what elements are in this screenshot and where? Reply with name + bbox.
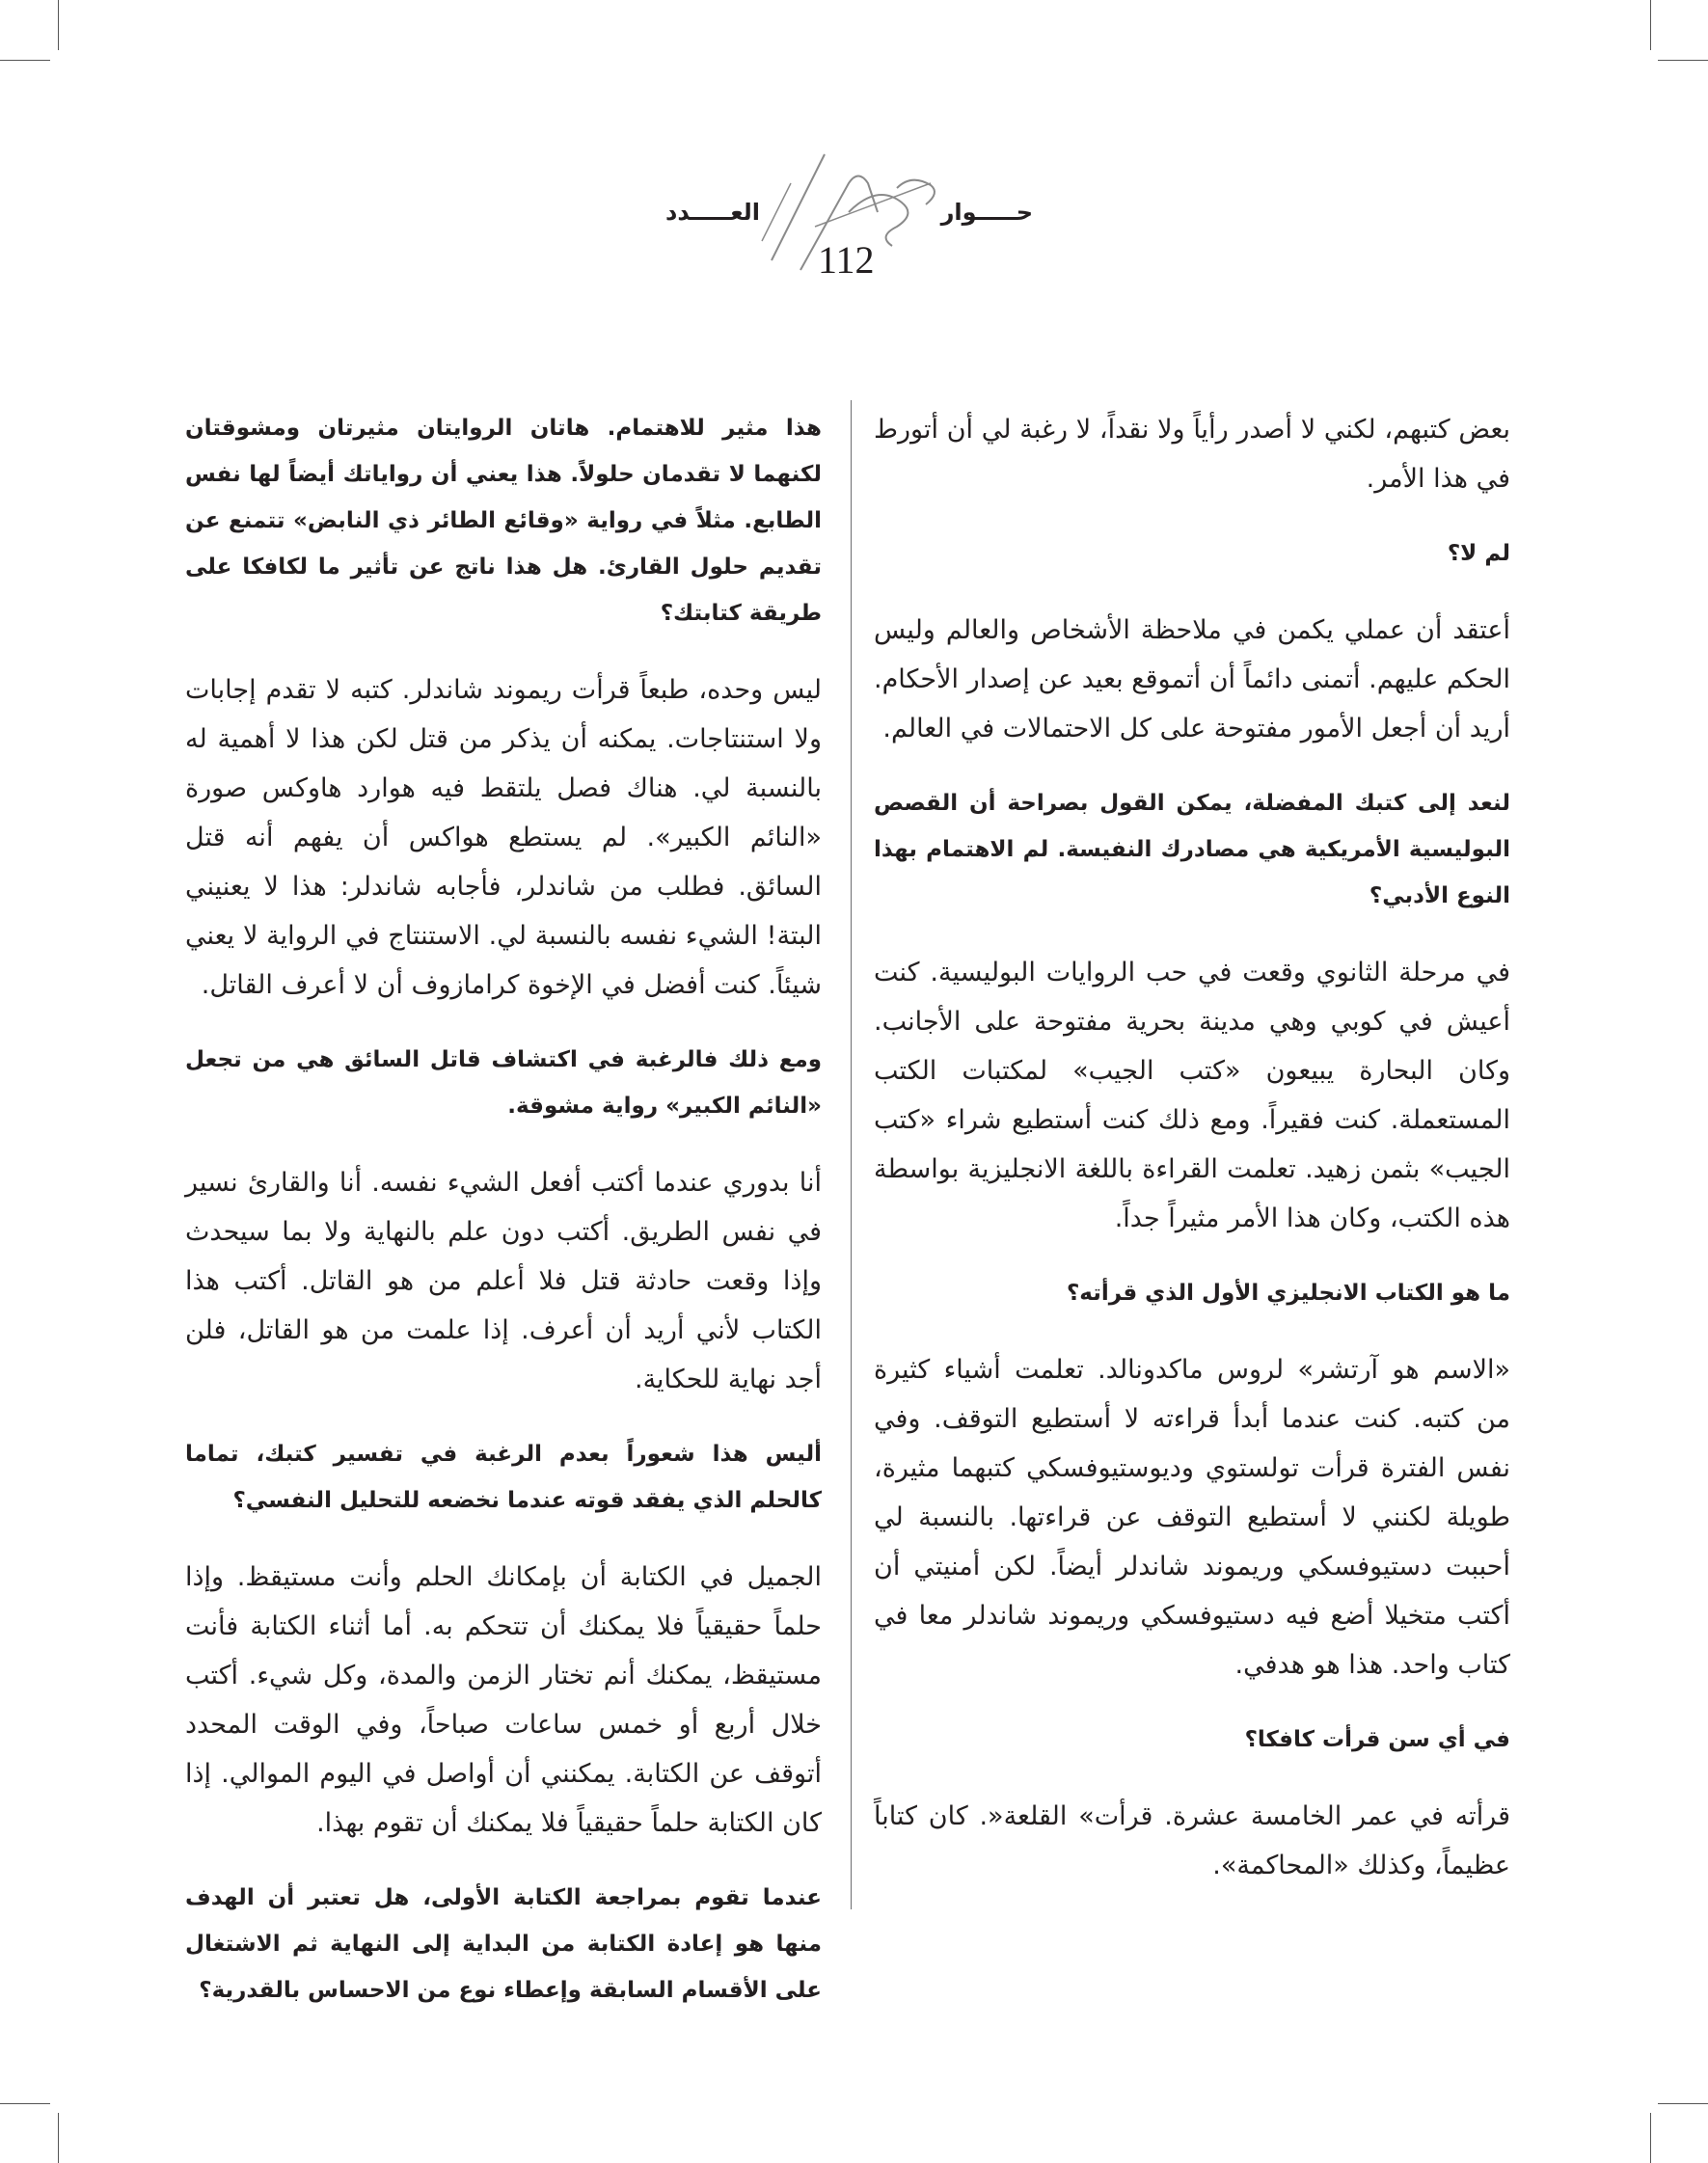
answer-paragraph: «الاسم هو آرتشر» لروس ماكدونالد. تعلمت أشياء كثيرة من كتبه. كنت عندما أبدأ قراءته لا أستطيع التوقف. وفي نفس الفترة قرأت تولستوي وديوستيوفسكي كتبهما مثيرة، طويلة لكنني لا أستطيع التوقف عن قراءتها. بالنسبة لي أحببت دستيوفسكي وريموند شاندلر أيضاً. لكن أمنيتي أن أكتب متخيلا أضع فيه دستيوفسكي وريموند شاندلر معا في كتاب واحد. هذا هو هدفي. xyxy=(874,1355,1510,1680)
crop-mark xyxy=(58,0,59,50)
question: هذا مثير للاهتمام. هاتان الروايتان مثيرتان ومشوقتان لكنهما لا تقدمان حلولاً. هذا يعني أن رواياتك أيضاً لها نفس الطابع. مثلاً في رواية «وقائع الطائر ذي النابض» تتمنع عن تقديم حلول القارئ. هل هذا ناتج عن تأثير ما لكافكا على طريقة كتابتك؟ xyxy=(185,416,822,626)
answer-paragraph: أعتقد أن عملي يكمن في ملاحظة الأشخاص والعالم وليس الحكم عليهم. أتمنى دائماً أن أتموقع بعيد عن إصدار الأحكام. أريد أن أجعل الأمور مفتوحة على كل الاحتمالات في العالم. xyxy=(874,615,1510,744)
crop-mark xyxy=(1658,60,1708,61)
answer-paragraph: في مرحلة الثانوي وقعت في حب الروايات البوليسية. كنت أعيش في كوبي وهي مدينة بحرية مفتوحة على الأجانب. وكان البحارة يبيعون «كتب الجيب» لمكتبات الكتب المستعملة. كنت فقيراً. ومع ذلك كنت أستطيع شراء «كتب الجيب» بثمن زهيد. تعلمت القراءة باللغة الانجليزية بواسطة هذه الكتب، وكان هذا الأمر مثيراً جداً. xyxy=(874,958,1510,1233)
answer-paragraph: الجميل في الكتابة أن بإمكانك الحلم وأنت مستيقظ. وإذا حلماً حقيقياً فلا يمكنك أن تتحكم به. أما أثناء الكتابة فأنت مستيقظ، يمكنك أنم تختار الزمن والمدة، وكل شيء. أكتب خلال أربع أو خمس ساعات صباحاً، وفي الوقت المحدد أتوقف عن الكتابة. يمكنني أن أواصل في اليوم الموالي. إذا كان الكتابة حلماً حقيقياً فلا يمكنك أن تقوم بهذا. xyxy=(185,1562,822,1838)
question: لنعد إلى كتبك المفضلة، يمكن القول بصراحة أن القصص البوليسية الأمريكية هي مصادرك النفيسة. لم الاهتمام بهذا النوع الأدبي؟ xyxy=(874,791,1510,908)
crop-mark xyxy=(0,60,50,61)
issue-label: العـــــدد xyxy=(665,199,760,226)
question: لم لا؟ xyxy=(1447,541,1510,566)
question: ما هو الكتاب الانجليزي الأول الذي قرأته؟ xyxy=(1066,1281,1510,1306)
answer-paragraph: ليس وحده، طبعاً قرأت ريموند شاندلر. كتبه لا تقدم إجابات ولا استنتاجات. يمكنه أن يذكر من قتل لكن هذا لا أهمية له بالنسبة لي. هناك فصل يلتقط فيه هوارد هاوكس صورة «النائم الكبير». لم يستطع هواكس أن يفهم أنه قتل السائق. فطلب من شاندلر، فأجابه شاندلر: هذا لا يعنيني البتة! الشيء نفسه بالنسبة لي. الاستنتاج في الرواية لا يعني شيئاً. كنت أفضل في الإخوة كرامازوف أن لا أعرف القاتل. xyxy=(185,675,822,1000)
left-column xyxy=(185,405,822,2042)
crop-mark xyxy=(1650,0,1651,50)
page-number: 112 xyxy=(818,238,875,282)
crop-mark xyxy=(1658,2103,1708,2104)
column-divider xyxy=(851,400,852,1909)
crop-mark xyxy=(1650,2113,1651,2163)
crop-mark xyxy=(58,2113,59,2163)
question: في أي سن قرأت كافكا؟ xyxy=(1244,1727,1510,1752)
answer-paragraph: قرأته في عمر الخامسة عشرة. قرأت» القلعة«. كان كتاباً عظيماً، وكذلك «المحاكمة». xyxy=(874,1801,1510,1880)
section-title: حـــــوار xyxy=(940,199,1033,226)
question: أليس هذا شعوراً بعدم الرغبة في تفسير كتبك، تماما كالحلم الذي يفقد قوته عندما نخضعه للتحليل النفسي؟ xyxy=(185,1442,822,1513)
question: عندما تقوم بمراجعة الكتابة الأولى، هل تعتبر أن الهدف منها هو إعادة الكتابة من البداية إلى النهاية ثم الاشتغال على الأقسام السابقة وإعطاء نوع من الاحساس بالقدرية؟ xyxy=(185,1885,822,2003)
right-column xyxy=(874,405,1510,1917)
answer-paragraph: بعض كتبهم، لكني لا أصدر رأياً ولا نقداً، لا رغبة لي أن أتورط في هذا الأمر. xyxy=(874,415,1510,494)
page-header xyxy=(0,145,1708,299)
question: ومع ذلك فالرغبة في اكتشاف قاتل السائق هي من تجعل «النائم الكبير» رواية مشوقة. xyxy=(185,1047,822,1119)
crop-mark xyxy=(0,2103,50,2104)
answer-paragraph: أنا بدوري عندما أكتب أفعل الشيء نفسه. أنا والقارئ نسير في نفس الطريق. أكتب دون علم بالنهاية ولا بما سيحدث وإذا وقعت حادثة قتل فلا أعلم من هو القاتل. أكتب هذا الكتاب لأني أريد أن أعرف. إذا علمت من هو القاتل، فلن أجد نهاية للحكاية. xyxy=(185,1168,822,1394)
